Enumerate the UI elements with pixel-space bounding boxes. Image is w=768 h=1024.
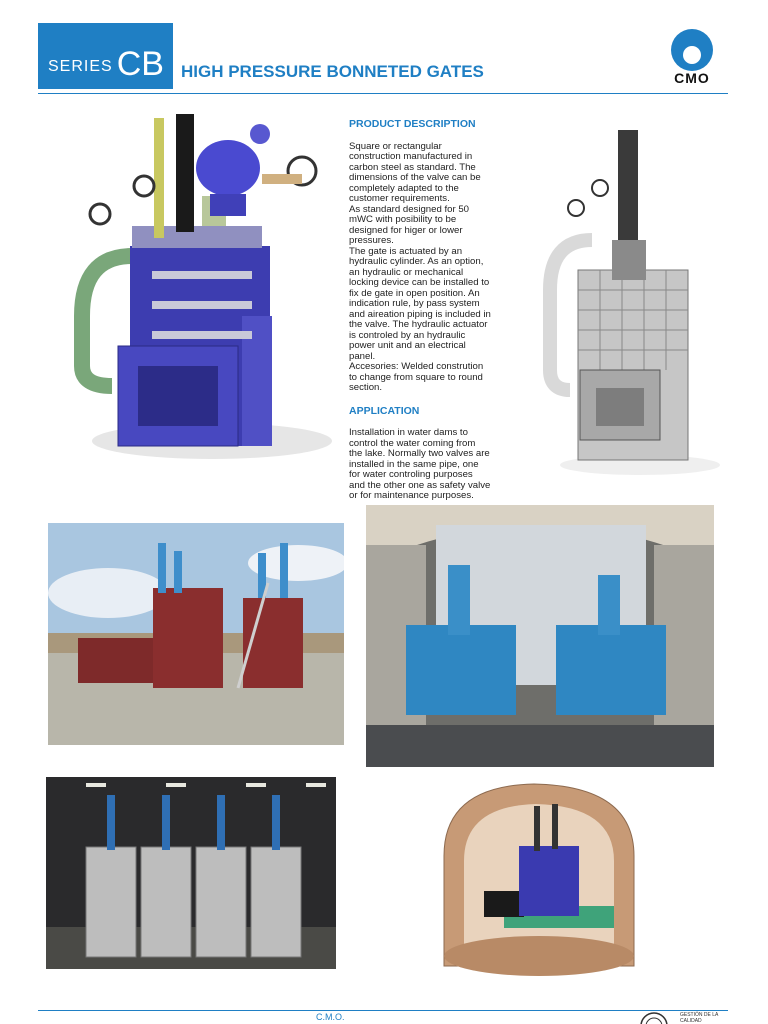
- header-divider: [38, 93, 728, 94]
- gate-render-grey: [540, 120, 720, 480]
- footer-company: C.M.O.: [316, 1012, 345, 1022]
- series-word: SERIES: [48, 58, 113, 75]
- footer-divider: [38, 1010, 728, 1011]
- series-badge: [38, 23, 173, 89]
- logo-mark-icon: [668, 28, 716, 72]
- page-title: HIGH PRESSURE BONNETED GATES: [181, 62, 484, 81]
- photo-red-gates-outdoor: [48, 523, 344, 745]
- tunnel-cutaway-render: [424, 776, 650, 984]
- product-description-heading: PRODUCT DESCRIPTION: [349, 118, 476, 130]
- product-description-text: Square or rectangular construction manufactured in carbon steel as standard. The dimensions of the valve can be completely adapted to the customer requirements. As standard designed for 50 mWC with posibility to be designed for higer or lower pressures. The gate is actuated by an hydraulic cylinder. As an option, an hydraulic or mechanical locking device can be installed to fix de gate in open position. An indication rule, by pass system and aireation piping is included in the valve. The hydraulic actuator is controled by an hydraulic power unit and an electrical panel. Accesories: Welded constrution to change from square to round section.: [349, 140, 491, 393]
- quality-cert-seal-icon: [636, 1010, 672, 1024]
- company-logo: [668, 28, 716, 86]
- application-heading: APPLICATION: [349, 404, 420, 417]
- application-text: Installation in water dams to control the water coming from the lake. Normally two valves are installed in the same pipe, one for water controling purposes and the other one as safety valve or for maintenance purposes.: [349, 427, 491, 501]
- gate-render-blue: [62, 106, 342, 466]
- series-code: CB: [116, 45, 164, 83]
- quality-cert-text: GESTIÓN DE LA CALIDAD: [680, 1012, 719, 1024]
- logo-text: CMO: [674, 70, 710, 86]
- description-column: [349, 119, 509, 502]
- photo-gates-workshop: [46, 777, 336, 969]
- photo-blue-gates-tunnel: [366, 505, 714, 767]
